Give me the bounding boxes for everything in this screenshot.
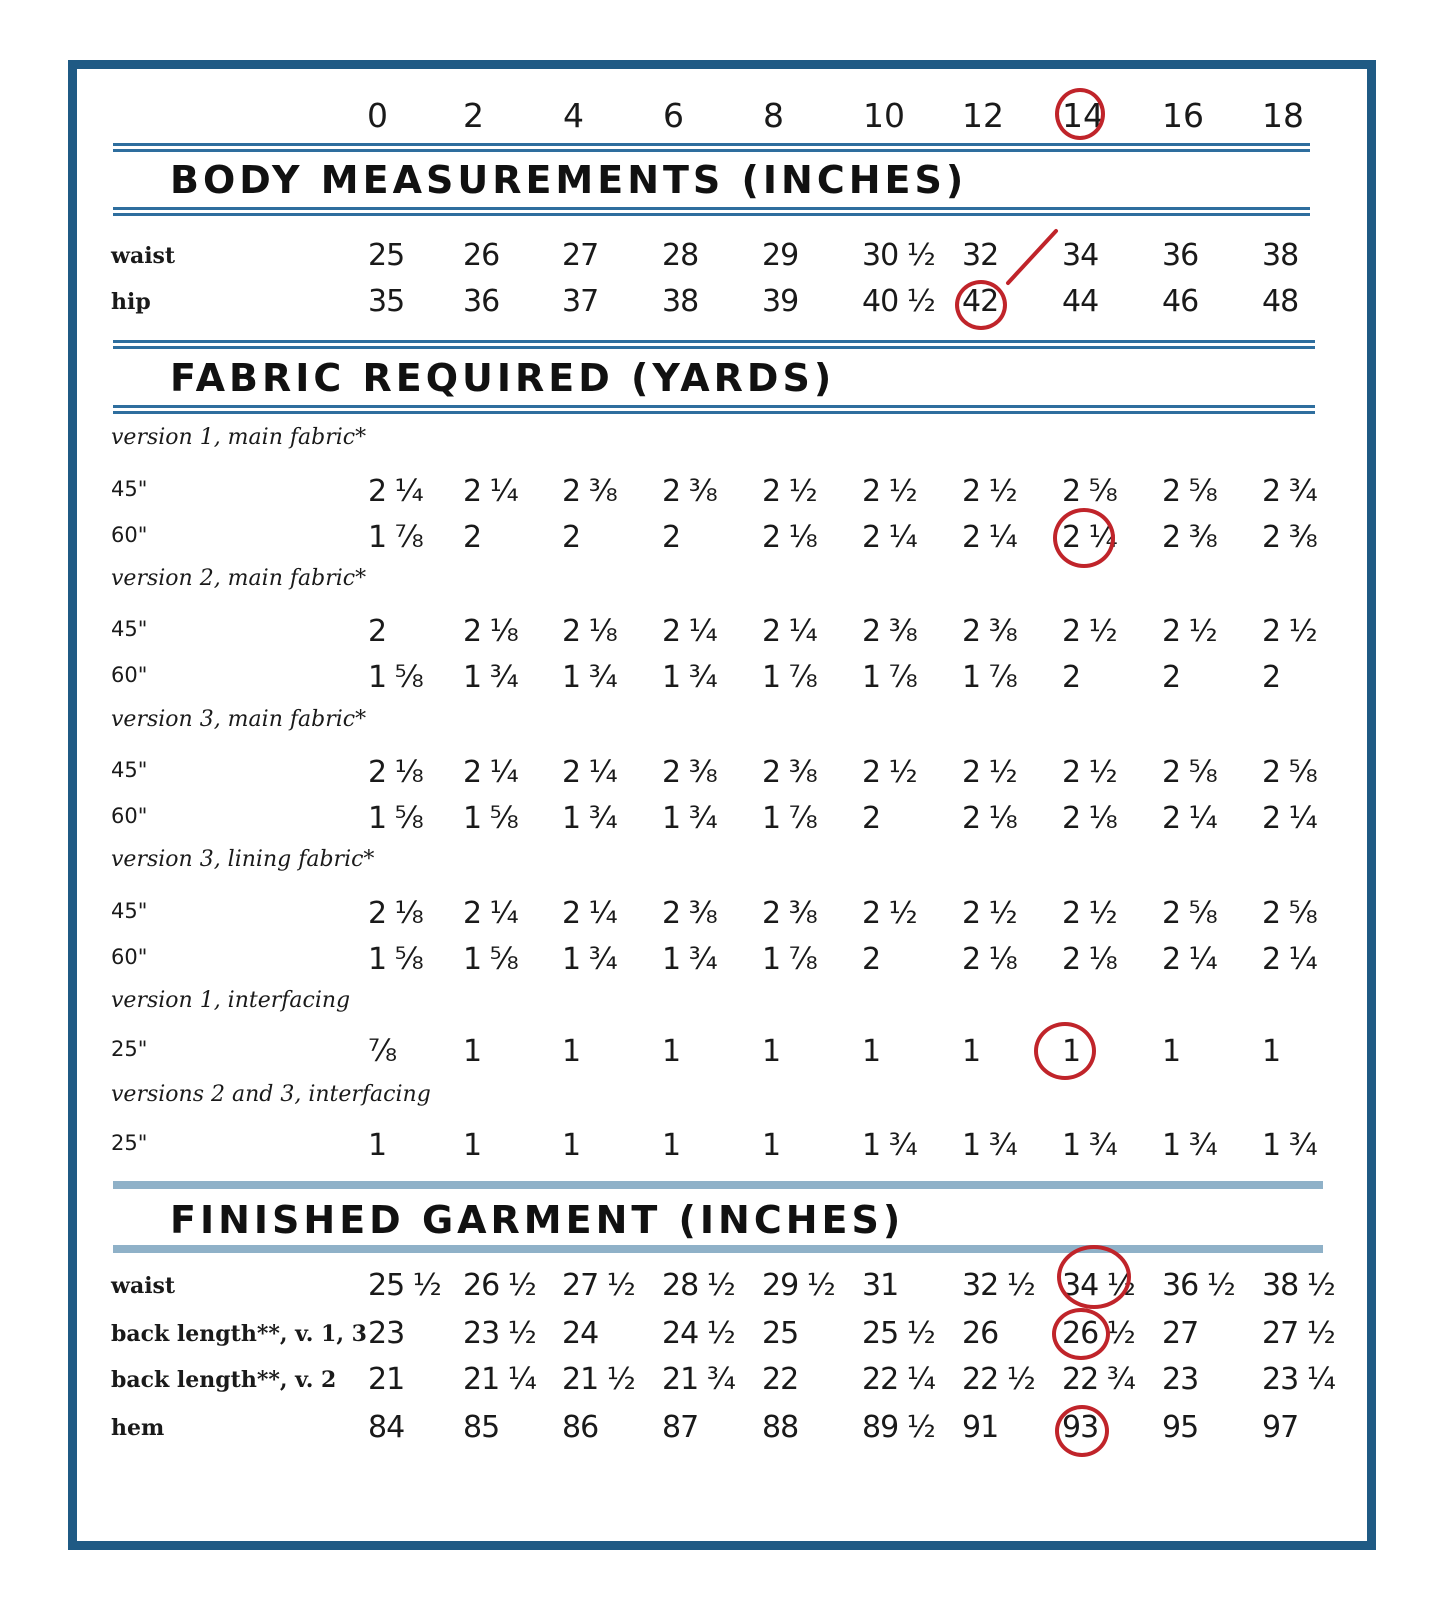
table-cell: 2	[463, 520, 482, 555]
table-cell: 1 ⅞	[962, 660, 1017, 695]
table-cell: 2 ¼	[1062, 520, 1117, 555]
table-cell: 1 ⅞	[762, 801, 817, 836]
annotation-slash	[1000, 225, 1064, 289]
table-cell: 1 ¾	[562, 660, 617, 695]
group-heading: versions 2 and 3, interfacing	[111, 1082, 431, 1107]
group-heading: version 3, main fabric*	[111, 707, 367, 732]
table-cell: 2 ⅜	[562, 474, 617, 509]
table-cell: 22 ¼	[862, 1362, 935, 1397]
row-label: waist	[111, 1273, 176, 1299]
table-cell: 28 ½	[662, 1268, 735, 1303]
table-cell: 2 ¼	[962, 520, 1017, 555]
size-header-cell: 2	[463, 96, 484, 135]
table-cell: 1 ¾	[962, 1128, 1017, 1163]
row-label: 60"	[111, 663, 148, 687]
size-header-cell: 14	[1062, 96, 1104, 135]
table-cell: 34	[1062, 238, 1099, 273]
table-cell: 89 ½	[862, 1410, 935, 1445]
table-cell: 2 ¼	[463, 474, 518, 509]
row-label: 45"	[111, 617, 148, 641]
rule	[113, 346, 1315, 349]
size-header-cell: 10	[863, 96, 905, 135]
table-cell: 2 ⅛	[962, 942, 1017, 977]
table-cell: 48	[1262, 284, 1299, 319]
table-cell: 22 ¾	[1062, 1362, 1135, 1397]
section-title-body: BODY MEASUREMENTS (INCHES)	[170, 158, 968, 202]
table-cell: 2 ½	[1162, 614, 1217, 649]
table-cell: 2 ½	[1062, 896, 1117, 931]
annotation-circle	[1053, 508, 1115, 568]
annotation-circle	[1034, 1022, 1096, 1080]
table-cell: 2 ⅛	[463, 614, 518, 649]
table-cell: 34 ½	[1062, 1268, 1135, 1303]
table-cell: 1	[1162, 1034, 1181, 1069]
table-cell: 2 ½	[762, 474, 817, 509]
table-cell: 22 ½	[962, 1362, 1035, 1397]
table-cell: 2 ⅛	[962, 801, 1017, 836]
group-heading: version 3, lining fabric*	[111, 847, 375, 872]
size-header-cell: 8	[763, 96, 784, 135]
table-cell: 26	[463, 238, 500, 273]
annotation-circle	[1055, 88, 1105, 140]
table-cell: 1 ¾	[862, 1128, 917, 1163]
table-cell: 1	[463, 1128, 482, 1163]
table-cell: 1 ⅝	[368, 942, 423, 977]
table-cell: 2 ¼	[562, 755, 617, 790]
table-cell: 2 ¼	[662, 614, 717, 649]
table-cell: 26	[962, 1316, 999, 1351]
table-cell: 2	[1062, 660, 1081, 695]
table-cell: 2 ⅝	[1262, 755, 1317, 790]
table-cell: 2 ⅜	[662, 474, 717, 509]
table-cell: 1	[562, 1034, 581, 1069]
row-label: waist	[111, 243, 176, 269]
table-cell: 36	[463, 284, 500, 319]
table-cell: 40 ½	[862, 284, 935, 319]
table-cell: 2	[562, 520, 581, 555]
table-cell: 1 ¾	[562, 942, 617, 977]
table-cell: 2 ½	[962, 896, 1017, 931]
table-cell: 1 ⅝	[463, 801, 518, 836]
size-header-cell: 18	[1262, 96, 1304, 135]
table-cell: 2 ⅝	[1262, 896, 1317, 931]
section-title-finished: FINISHED GARMENT (INCHES)	[170, 1198, 905, 1242]
table-cell: 1	[662, 1128, 681, 1163]
table-cell: 84	[368, 1410, 405, 1445]
table-cell: 23 ½	[463, 1316, 536, 1351]
table-cell: 85	[463, 1410, 500, 1445]
table-cell: 1	[368, 1128, 387, 1163]
table-cell: 2 ½	[1262, 614, 1317, 649]
table-cell: 2 ½	[1062, 614, 1117, 649]
table-cell: 22	[762, 1362, 799, 1397]
table-cell: 44	[1062, 284, 1099, 319]
table-cell: 29	[762, 238, 799, 273]
table-cell: 26 ½	[463, 1268, 536, 1303]
table-cell: 1	[562, 1128, 581, 1163]
table-cell: 37	[562, 284, 599, 319]
table-cell: 29 ½	[762, 1268, 835, 1303]
rule	[113, 143, 1310, 146]
table-cell: 27 ½	[562, 1268, 635, 1303]
table-cell: 38	[662, 284, 699, 319]
table-cell: 1 ⅞	[762, 660, 817, 695]
table-cell: 46	[1162, 284, 1199, 319]
table-cell: 1 ¾	[562, 801, 617, 836]
row-label: 45"	[111, 477, 148, 501]
table-cell: 36	[1162, 238, 1199, 273]
table-cell: 2 ½	[962, 755, 1017, 790]
table-cell: 2 ½	[862, 755, 917, 790]
table-cell: 30 ½	[862, 238, 935, 273]
table-cell: 2 ⅜	[762, 755, 817, 790]
table-cell: 27	[562, 238, 599, 273]
table-cell: 21	[368, 1362, 405, 1397]
table-cell: 23	[368, 1316, 405, 1351]
row-label: back length**, v. 2	[111, 1367, 337, 1393]
table-cell: 1	[463, 1034, 482, 1069]
table-cell: ⅞	[368, 1034, 397, 1069]
table-cell: 2 ⅛	[368, 755, 423, 790]
group-heading: version 1, main fabric*	[111, 425, 367, 450]
table-cell: 2 ¼	[463, 755, 518, 790]
table-cell: 1 ⅝	[368, 801, 423, 836]
table-cell: 39	[762, 284, 799, 319]
rule	[113, 207, 1310, 210]
table-cell: 1	[762, 1128, 781, 1163]
size-header-cell: 12	[962, 96, 1004, 135]
table-cell: 2 ¼	[1262, 801, 1317, 836]
table-cell: 2 ⅛	[1062, 942, 1117, 977]
rule	[113, 411, 1315, 414]
table-cell: 2 ⅝	[1162, 474, 1217, 509]
table-cell: 2 ½	[862, 474, 917, 509]
table-cell: 25 ½	[368, 1268, 441, 1303]
table-cell: 1 ⅞	[762, 942, 817, 977]
table-cell: 97	[1262, 1410, 1299, 1445]
table-cell: 1 ⅝	[368, 660, 423, 695]
table-cell: 2 ⅛	[562, 614, 617, 649]
row-label: 25"	[111, 1037, 148, 1061]
row-label: 45"	[111, 899, 148, 923]
table-cell: 42	[962, 284, 999, 319]
table-cell: 25	[368, 238, 405, 273]
table-cell: 2 ⅜	[662, 755, 717, 790]
table-cell: 24 ½	[662, 1316, 735, 1351]
table-cell: 2 ¼	[1262, 942, 1317, 977]
row-label: hem	[111, 1415, 165, 1441]
table-cell: 38 ½	[1262, 1268, 1335, 1303]
table-cell: 2 ¾	[1262, 474, 1317, 509]
table-cell: 1	[762, 1034, 781, 1069]
table-cell: 31	[862, 1268, 899, 1303]
table-cell: 2 ¼	[1162, 801, 1217, 836]
table-cell: 23 ¼	[1262, 1362, 1335, 1397]
section-title-fabric: FABRIC REQUIRED (YARDS)	[170, 356, 836, 400]
table-cell: 1 ¾	[662, 660, 717, 695]
table-cell: 2 ⅜	[762, 896, 817, 931]
table-cell: 1 ⅞	[368, 520, 423, 555]
table-cell: 1 ¾	[1162, 1128, 1217, 1163]
table-cell: 2 ⅜	[962, 614, 1017, 649]
table-cell: 2 ⅝	[1062, 474, 1117, 509]
size-header-cell: 16	[1162, 96, 1204, 135]
row-label: 60"	[111, 523, 148, 547]
table-cell: 2 ¼	[562, 896, 617, 931]
table-cell: 35	[368, 284, 405, 319]
table-cell: 27 ½	[1262, 1316, 1335, 1351]
row-label: 60"	[111, 804, 148, 828]
table-cell: 23	[1162, 1362, 1199, 1397]
table-cell: 25 ½	[862, 1316, 935, 1351]
table-cell: 93	[1062, 1410, 1099, 1445]
table-cell: 21 ½	[562, 1362, 635, 1397]
size-header-cell: 0	[367, 96, 388, 135]
table-cell: 2	[368, 614, 387, 649]
table-cell: 1 ¾	[1062, 1128, 1117, 1163]
table-cell: 26 ½	[1062, 1316, 1135, 1351]
row-label: 45"	[111, 758, 148, 782]
table-cell: 2 ⅝	[1162, 896, 1217, 931]
table-cell: 2 ¼	[1162, 942, 1217, 977]
rule	[113, 213, 1310, 216]
row-label: 25"	[111, 1131, 148, 1155]
table-cell: 32	[962, 238, 999, 273]
table-cell: 2 ⅜	[862, 614, 917, 649]
table-cell: 1	[1062, 1034, 1081, 1069]
table-cell: 2	[662, 520, 681, 555]
group-heading: version 1, interfacing	[111, 988, 351, 1013]
row-label: hip	[111, 289, 151, 315]
table-cell: 21 ¾	[662, 1362, 735, 1397]
table-cell: 2 ¼	[463, 896, 518, 931]
table-cell: 27	[1162, 1316, 1199, 1351]
table-cell: 2 ⅛	[368, 896, 423, 931]
table-cell: 32 ½	[962, 1268, 1035, 1303]
table-cell: 2 ½	[962, 474, 1017, 509]
table-cell: 1 ⅝	[463, 942, 518, 977]
table-cell: 24	[562, 1316, 599, 1351]
table-cell: 88	[762, 1410, 799, 1445]
table-cell: 2 ½	[1062, 755, 1117, 790]
table-cell: 2 ½	[862, 896, 917, 931]
annotation-circle	[1052, 1308, 1110, 1360]
table-cell: 86	[562, 1410, 599, 1445]
table-cell: 1	[962, 1034, 981, 1069]
table-cell: 2	[862, 801, 881, 836]
table-cell: 2 ¼	[762, 614, 817, 649]
table-cell: 2 ¼	[368, 474, 423, 509]
table-cell: 38	[1262, 238, 1299, 273]
table-cell: 1 ¾	[463, 660, 518, 695]
table-cell: 28	[662, 238, 699, 273]
table-cell: 1 ⅞	[862, 660, 917, 695]
table-cell: 2 ⅛	[762, 520, 817, 555]
table-cell: 25	[762, 1316, 799, 1351]
row-label: 60"	[111, 945, 148, 969]
table-cell: 1	[662, 1034, 681, 1069]
rule	[113, 149, 1310, 152]
group-heading: version 2, main fabric*	[111, 566, 367, 591]
annotation-circle	[1055, 1405, 1109, 1457]
table-cell: 95	[1162, 1410, 1199, 1445]
table-cell: 91	[962, 1410, 999, 1445]
table-cell: 2 ¼	[862, 520, 917, 555]
table-cell: 2	[1162, 660, 1181, 695]
table-cell: 36 ½	[1162, 1268, 1235, 1303]
table-cell: 2 ⅜	[662, 896, 717, 931]
table-cell: 1 ¾	[662, 801, 717, 836]
table-cell: 1	[862, 1034, 881, 1069]
annotation-circle	[1057, 1245, 1131, 1309]
table-cell: 2 ⅜	[1262, 520, 1317, 555]
table-cell: 1 ¾	[662, 942, 717, 977]
table-cell: 2 ⅝	[1162, 755, 1217, 790]
size-header-cell: 6	[663, 96, 684, 135]
rule	[113, 1245, 1323, 1253]
table-cell: 2	[862, 942, 881, 977]
table-cell: 2	[1262, 660, 1281, 695]
rule	[113, 1181, 1323, 1189]
table-cell: 21 ¼	[463, 1362, 536, 1397]
size-header-cell: 4	[563, 96, 584, 135]
rule	[113, 405, 1315, 408]
row-label: back length**, v. 1, 3	[111, 1321, 367, 1347]
table-cell: 2 ⅜	[1162, 520, 1217, 555]
table-cell: 1 ¾	[1262, 1128, 1317, 1163]
table-cell: 2 ⅛	[1062, 801, 1117, 836]
rule	[113, 340, 1315, 343]
table-cell: 1	[1262, 1034, 1281, 1069]
table-cell: 87	[662, 1410, 699, 1445]
